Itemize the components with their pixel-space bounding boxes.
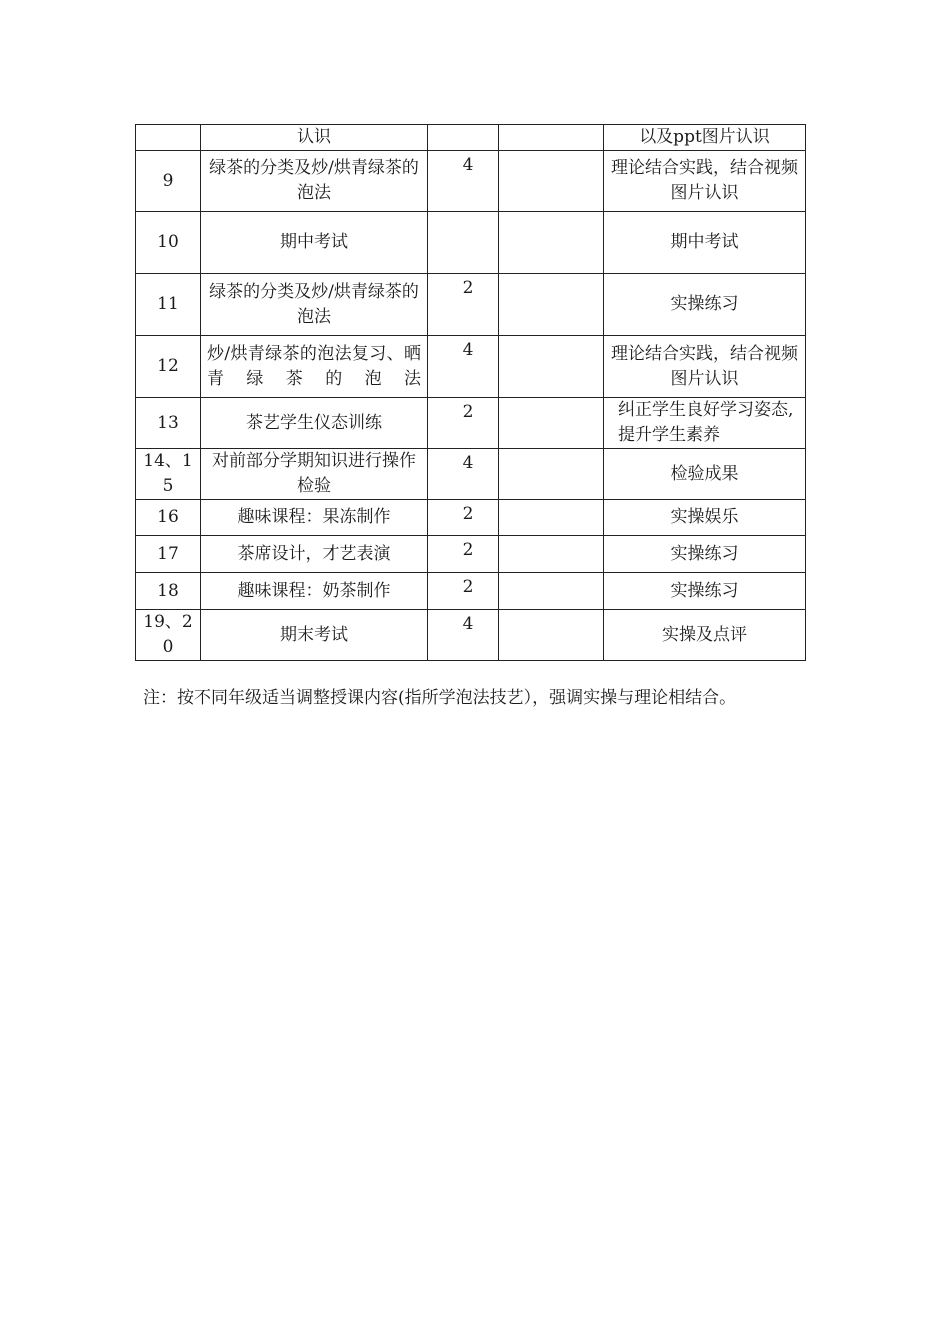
- content-cell: 期中考试: [201, 212, 428, 274]
- method-cell: 实操娱乐: [604, 500, 806, 536]
- extra-cell: [499, 274, 604, 336]
- hours-cell: 2: [428, 500, 499, 536]
- table-row: [136, 125, 806, 151]
- week-cell: 16: [136, 500, 201, 536]
- hours-cell: 4: [428, 336, 499, 398]
- extra-cell: [499, 151, 604, 212]
- week-cell: 17: [136, 536, 201, 573]
- week-cell: 11: [136, 274, 201, 336]
- content-cell: 茶艺学生仪态训练: [201, 398, 428, 449]
- extra-cell: [499, 125, 604, 151]
- week-cell: [136, 125, 201, 151]
- week-cell: 13: [136, 398, 201, 449]
- hours-cell: [428, 212, 499, 274]
- content-cell: 绿茶的分类及炒/烘青绿茶的泡法: [201, 151, 428, 212]
- extra-cell: [499, 398, 604, 449]
- method-cell: 理论结合实践，结合视频图片认识: [604, 151, 806, 212]
- content-cell: 绿茶的分类及炒/烘青绿茶的泡法: [201, 274, 428, 336]
- table-row: [136, 336, 806, 398]
- method-cell: 检验成果: [604, 449, 806, 500]
- table-row: [136, 536, 806, 573]
- content-cell: 炒/烘青绿茶的泡法复习、晒青绿茶的泡法: [201, 336, 428, 398]
- table-row: [136, 573, 806, 610]
- hours-cell: [428, 125, 499, 151]
- extra-cell: [499, 212, 604, 274]
- table-row: [136, 212, 806, 274]
- table-row: [136, 398, 806, 449]
- method-cell: 实操练习: [604, 573, 806, 610]
- hours-cell: 4: [428, 610, 499, 661]
- extra-cell: [499, 610, 604, 661]
- method-cell: 实操及点评: [604, 610, 806, 661]
- hours-cell: 2: [428, 398, 499, 449]
- content-cell: 趣味课程：果冻制作: [201, 500, 428, 536]
- week-cell: 10: [136, 212, 201, 274]
- method-cell: 以及ppt图片认识: [604, 125, 806, 151]
- method-cell: 理论结合实践，结合视频图片认识: [604, 336, 806, 398]
- extra-cell: [499, 536, 604, 573]
- week-cell: 12: [136, 336, 201, 398]
- week-cell: 18: [136, 573, 201, 610]
- extra-cell: [499, 449, 604, 500]
- extra-cell: [499, 500, 604, 536]
- method-cell: 实操练习: [604, 274, 806, 336]
- content-cell: 趣味课程：奶茶制作: [201, 573, 428, 610]
- table-row: [136, 610, 806, 661]
- hours-cell: 2: [428, 274, 499, 336]
- week-cell: 19、20: [136, 610, 201, 661]
- hours-cell: 2: [428, 536, 499, 573]
- week-cell: 9: [136, 151, 201, 212]
- hours-cell: 4: [428, 449, 499, 500]
- method-cell: 实操练习: [604, 536, 806, 573]
- schedule-table: [135, 124, 806, 661]
- week-cell: 14、15: [136, 449, 201, 500]
- content-cell: 期末考试: [201, 610, 428, 661]
- table-row: [136, 151, 806, 212]
- table-row: [136, 274, 806, 336]
- hours-cell: 2: [428, 573, 499, 610]
- footnote: 注：按不同年级适当调整授课内容(指所学泡法技艺），强调实操与理论相结合。: [143, 688, 737, 708]
- content-cell: 认识: [201, 125, 428, 151]
- method-cell: 期中考试: [604, 212, 806, 274]
- content-cell: 茶席设计，才艺表演: [201, 536, 428, 573]
- extra-cell: [499, 573, 604, 610]
- hours-cell: 4: [428, 151, 499, 212]
- method-cell: 纠正学生良好学习姿态,提升学生素养: [604, 398, 806, 449]
- extra-cell: [499, 336, 604, 398]
- table-row: [136, 449, 806, 500]
- content-cell: 对前部分学期知识进行操作检验: [201, 449, 428, 500]
- table-row: [136, 500, 806, 536]
